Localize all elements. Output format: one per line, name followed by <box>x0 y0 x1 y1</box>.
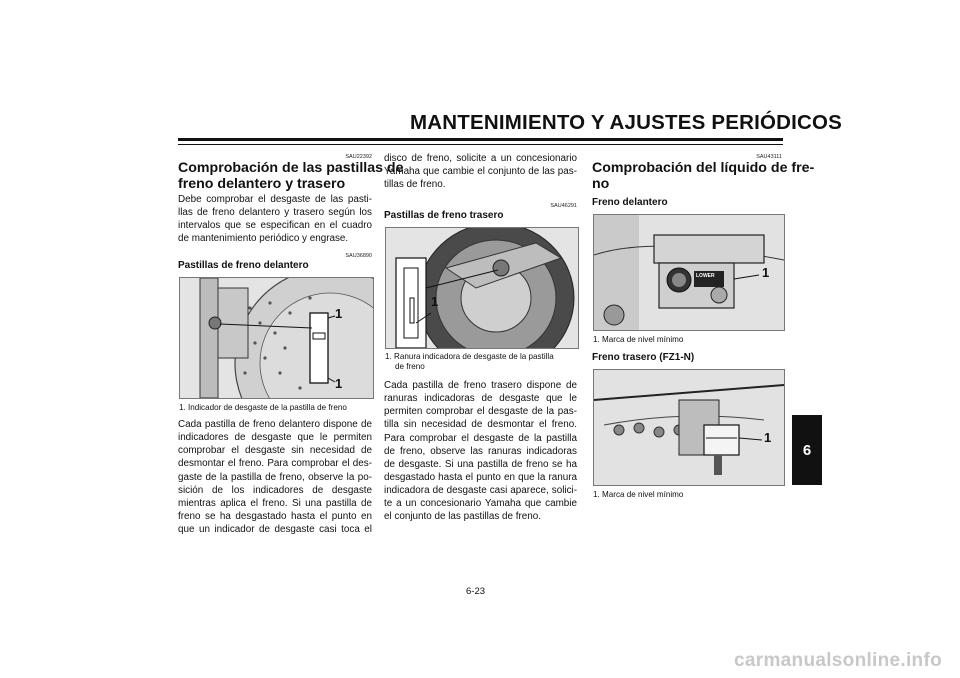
caption-line: de freno <box>395 362 425 371</box>
front-pads-paragraph-continued <box>384 152 577 191</box>
section-code: SAU46291 <box>550 203 577 209</box>
subheading-front-pads: Pastillas de freno delantero <box>178 260 309 271</box>
figure-caption: 1. Marca de nivel mínimo <box>593 335 684 344</box>
caption-line: 1. Ranura indicadora de desgaste de la pastilla <box>385 352 554 361</box>
section-code: SAU22392 <box>345 154 372 160</box>
rear-brake-illustration <box>386 228 578 348</box>
text-line: mientras aplica el freno. Si una pastilla de <box>178 497 372 509</box>
lower-level-marking: LOWER <box>696 273 715 279</box>
heading-line: freno delantero y trasero <box>178 176 346 192</box>
text-line: Cada pastilla de freno delantero dispone de <box>178 419 372 430</box>
text-line: ranuras indicadoras de desgaste que le <box>384 393 577 405</box>
rear-reservoir-illustration <box>594 370 784 485</box>
heading-line: Comprobación de las pastillas de <box>178 160 404 176</box>
text-line: de desgaste. Si una pastilla de freno se ha <box>384 458 577 470</box>
text-line: de mantenimiento periódico y engrase. <box>178 233 349 245</box>
front-pads-paragraph <box>178 418 372 536</box>
subheading-rear-pads: Pastillas de freno trasero <box>384 210 504 221</box>
front-brake-illustration <box>180 278 373 398</box>
subheading-rear-fluid: Freno trasero (FZ1-N) <box>592 352 695 363</box>
figure-callout: 1 <box>762 265 770 280</box>
text-line: gaste de la pastilla de freno, observe la po- <box>178 471 372 483</box>
section-heading-brake-pads <box>178 160 404 192</box>
text-line: desmontar el freno. Para comprobar el des- <box>178 458 372 470</box>
rear-pads-paragraph <box>384 379 577 524</box>
text-line: indicadores de desgaste que le permiten <box>178 432 372 444</box>
text-line: indicadora de desgaste casi aparece, solici- <box>384 485 577 497</box>
text-line: intervalos que se especifican en el cuadro <box>178 220 372 232</box>
text-line: tillas de freno. <box>384 179 446 191</box>
page-number: 6-23 <box>466 586 486 597</box>
text-line: comprobar el desgaste sin necesidad de <box>178 445 372 457</box>
figure-caption <box>385 352 585 372</box>
header-rule <box>178 138 783 141</box>
figure-callout: 1 <box>431 294 439 309</box>
figure-callout-top: 1 <box>335 306 343 321</box>
figure-caption: 1. Indicador de desgaste de la pastilla de freno <box>179 403 347 412</box>
header-rule-thin <box>178 144 783 145</box>
rear-brake-fluid-figure <box>593 369 785 486</box>
chapter-tab[interactable]: 6 <box>792 415 822 485</box>
text-line: que un indicador de desgaste casi toca el <box>178 524 372 536</box>
text-line: permiten comprobar el desgaste de la pas- <box>384 406 577 418</box>
text-line: desgastado hasta el punto en que la ranura <box>384 471 577 483</box>
text-line: Debe comprobar el desgaste de las pasti- <box>178 194 372 205</box>
section-code: SAU43111 <box>756 154 782 160</box>
rear-brake-pad-figure <box>385 227 579 349</box>
text-line: llas de freno delantero y trasero según los <box>178 207 372 219</box>
text-line: tilla sin necesidad de desmontar el freno. <box>384 419 577 431</box>
figure-callout-bottom: 1 <box>335 376 343 391</box>
front-brake-pad-figure <box>179 277 374 399</box>
text-line: de freno, observe las ranuras indicadoras <box>384 445 577 457</box>
text-line: sición de los indicadores de desgaste <box>178 484 372 496</box>
heading-line: no <box>592 176 610 192</box>
text-line: Yamaha que cambie el conjunto de las pas- <box>384 166 577 178</box>
section-code: SAU36890 <box>345 253 372 259</box>
text-line: el conjunto de las pastillas de freno. <box>384 511 542 523</box>
figure-callout: 1 <box>764 430 772 445</box>
figure-caption: 1. Marca de nivel mínimo <box>593 490 684 499</box>
section-heading-brake-fluid <box>592 160 815 192</box>
front-brake-fluid-figure <box>593 214 785 331</box>
text-line: Para comprobar el desgaste de la pastilla <box>384 432 577 444</box>
intro-paragraph <box>178 193 372 246</box>
page-header-title: MANTENIMIENTO Y AJUSTES PERIÓDICOS <box>410 111 843 134</box>
heading-line: Comprobación del líquido de fre- <box>592 160 815 176</box>
subheading-front-fluid: Freno delantero <box>592 197 668 208</box>
watermark: carmanualsonline.info <box>734 650 942 671</box>
text-line: disco de freno, solicite a un concesionario <box>384 153 577 164</box>
text-line: te a un concesionario Yamaha que cambie <box>384 498 577 510</box>
front-reservoir-illustration <box>594 215 784 330</box>
text-line: Cada pastilla de freno trasero dispone de <box>384 380 577 391</box>
text-line: freno se ha desgastado hasta el punto en <box>178 510 372 522</box>
